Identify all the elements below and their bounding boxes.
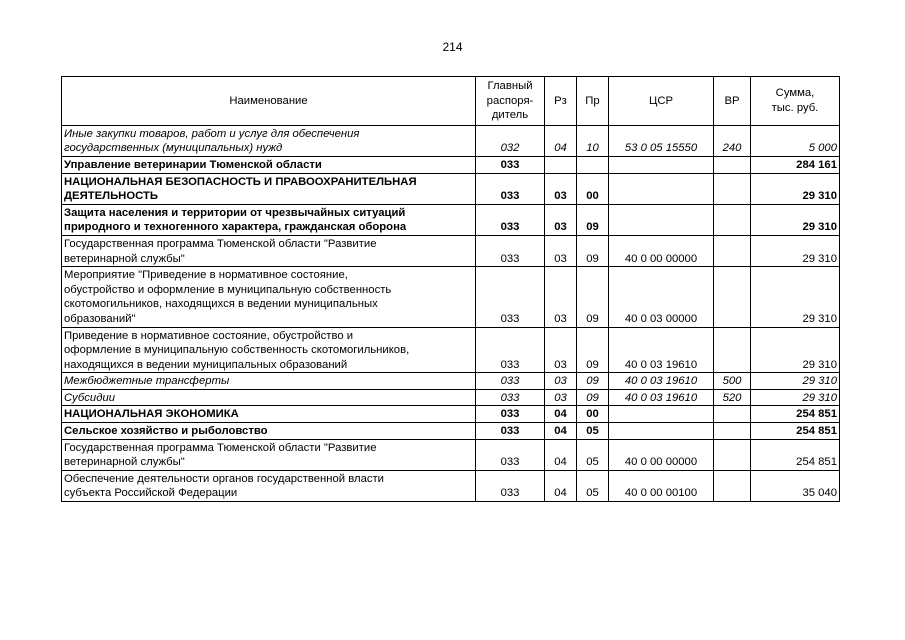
row-name-line: ветеринарной службы" — [64, 252, 185, 265]
row-name — [62, 204, 476, 235]
row-csr: 40 0 03 19610 — [609, 373, 714, 390]
row-name — [62, 327, 476, 373]
row-main-manager: 032 — [476, 125, 545, 156]
row-amount: 29 310 — [751, 373, 840, 390]
row-vr — [714, 423, 751, 440]
row-vr — [714, 156, 751, 173]
table-row — [62, 373, 840, 390]
row-vr: 520 — [714, 389, 751, 406]
table-row — [62, 327, 840, 373]
row-amount: 29 310 — [751, 173, 840, 204]
table-row — [62, 267, 840, 327]
row-name-line: обустройство и оформление в муниципальную собственность — [64, 283, 392, 296]
row-amount: 5 000 — [751, 125, 840, 156]
row-name — [62, 389, 476, 406]
row-name-line: Мероприятие "Приведение в нормативное состояние, — [64, 269, 348, 282]
row-amount: 254 851 — [751, 423, 840, 440]
row-name-line: Управление ветеринарии Тюменской области — [64, 158, 322, 171]
row-name-line: НАЦИОНАЛЬНАЯ ЭКОНОМИКА — [64, 408, 239, 421]
row-name-line: Приведение в нормативное состояние, обустройство и — [64, 329, 354, 342]
row-amount: 29 310 — [751, 327, 840, 373]
table-row — [62, 204, 840, 235]
row-amount: 29 310 — [751, 267, 840, 327]
page-number: 214 — [442, 40, 463, 54]
table-row — [62, 173, 840, 204]
row-main-manager: 033 — [476, 156, 545, 173]
row-main-manager: 033 — [476, 204, 545, 235]
header-sum-line2: тыс. руб. — [771, 101, 819, 114]
table-body — [62, 125, 840, 501]
row-amount: 35 040 — [751, 470, 840, 501]
header-manager-line3: дитель — [491, 109, 529, 122]
row-pr: 09 — [577, 204, 609, 235]
row-pr: 00 — [577, 406, 609, 423]
row-csr: 40 0 03 00000 — [609, 267, 714, 327]
budget-table — [61, 76, 840, 502]
row-name-line: Межбюджетные трансферты — [64, 375, 230, 388]
row-csr — [609, 406, 714, 423]
row-csr: 40 0 03 19610 — [609, 389, 714, 406]
row-vr: 500 — [714, 373, 751, 390]
row-name-line: Сельское хозяйство и рыболовство — [64, 425, 268, 438]
row-name-line: образований" — [64, 312, 136, 325]
row-name-line: Государственная программа Тюменской области "Развитие — [64, 237, 377, 250]
row-amount: 284 161 — [751, 156, 840, 173]
row-csr — [609, 204, 714, 235]
row-name — [62, 235, 476, 266]
row-rz: 04 — [545, 423, 577, 440]
row-name-line: субъекта Российской Федерации — [64, 487, 238, 500]
row-rz: 03 — [545, 373, 577, 390]
row-csr: 40 0 00 00000 — [609, 235, 714, 266]
row-csr — [609, 423, 714, 440]
row-csr: 40 0 00 00000 — [609, 439, 714, 470]
row-main-manager: 033 — [476, 389, 545, 406]
row-rz: 04 — [545, 406, 577, 423]
table-row — [62, 439, 840, 470]
row-rz: 04 — [545, 125, 577, 156]
header-rz: Рз — [545, 77, 577, 126]
row-amount: 254 851 — [751, 406, 840, 423]
row-pr: 05 — [577, 470, 609, 501]
row-amount: 29 310 — [751, 204, 840, 235]
header-manager-line1: Главный — [487, 80, 533, 92]
header-sum — [751, 77, 840, 126]
table-row — [62, 125, 840, 156]
row-pr — [577, 156, 609, 173]
header-name: Наименование — [62, 77, 476, 126]
row-main-manager: 033 — [476, 439, 545, 470]
row-rz: 03 — [545, 204, 577, 235]
table-row — [62, 235, 840, 266]
row-main-manager: 033 — [476, 267, 545, 327]
row-name-line: Защита населения и территории от чрезвычайных ситуаций — [64, 206, 406, 219]
row-rz: 03 — [545, 389, 577, 406]
row-name-line: скотомогильников, находящихся в ведении муниципальных — [64, 298, 378, 311]
row-pr: 00 — [577, 173, 609, 204]
row-vr — [714, 173, 751, 204]
row-name-line: Обеспечение деятельности органов государственной власти — [64, 472, 384, 485]
row-name-line: НАЦИОНАЛЬНАЯ БЕЗОПАСНОСТЬ И ПРАВООХРАНИТЕЛЬНАЯ — [64, 175, 417, 188]
row-rz: 03 — [545, 267, 577, 327]
row-vr: 240 — [714, 125, 751, 156]
row-rz: 03 — [545, 173, 577, 204]
row-pr: 09 — [577, 327, 609, 373]
row-main-manager: 033 — [476, 406, 545, 423]
row-rz: 04 — [545, 439, 577, 470]
row-name — [62, 125, 476, 156]
header-manager-line2: распоря- — [486, 94, 534, 107]
row-name — [62, 267, 476, 327]
row-name-line: природного и техногенного характера, гражданская оборона — [64, 221, 407, 234]
row-name — [62, 156, 476, 173]
row-name-line: оформление в муниципальную собственность скотомогильников, — [64, 344, 410, 357]
row-vr — [714, 470, 751, 501]
row-main-manager: 033 — [476, 327, 545, 373]
row-amount: 29 310 — [751, 235, 840, 266]
header-sum-line1: Сумма, — [775, 87, 815, 100]
row-name — [62, 406, 476, 423]
row-csr — [609, 156, 714, 173]
row-name — [62, 470, 476, 501]
row-rz: 03 — [545, 235, 577, 266]
row-amount: 29 310 — [751, 389, 840, 406]
row-main-manager: 033 — [476, 373, 545, 390]
table-row — [62, 389, 840, 406]
row-name-line: находящихся в ведении муниципальных образований — [64, 358, 348, 371]
row-name-line: Государственная программа Тюменской области "Развитие — [64, 441, 377, 454]
row-vr — [714, 267, 751, 327]
row-main-manager: 033 — [476, 173, 545, 204]
row-pr: 05 — [577, 439, 609, 470]
row-rz: 03 — [545, 327, 577, 373]
row-vr — [714, 235, 751, 266]
row-name-line: ДЕЯТЕЛЬНОСТЬ — [64, 190, 159, 203]
row-pr: 09 — [577, 373, 609, 390]
row-name — [62, 173, 476, 204]
header-main-manager — [476, 77, 545, 126]
row-name-line: Субсидии — [64, 391, 116, 404]
header-vr: ВР — [714, 77, 751, 126]
row-main-manager: 033 — [476, 423, 545, 440]
row-vr — [714, 204, 751, 235]
row-vr — [714, 327, 751, 373]
row-vr — [714, 406, 751, 423]
row-name — [62, 423, 476, 440]
table-header-row — [62, 77, 840, 126]
row-vr — [714, 439, 751, 470]
row-name-line: Иные закупки товаров, работ и услуг для обеспечения — [64, 127, 360, 140]
row-name — [62, 439, 476, 470]
row-csr: 53 0 05 15550 — [609, 125, 714, 156]
row-main-manager: 033 — [476, 470, 545, 501]
row-pr: 09 — [577, 267, 609, 327]
row-name-line: ветеринарной службы" — [64, 456, 185, 469]
row-name — [62, 373, 476, 390]
row-pr: 09 — [577, 235, 609, 266]
row-csr: 40 0 00 00100 — [609, 470, 714, 501]
row-csr: 40 0 03 19610 — [609, 327, 714, 373]
row-rz: 04 — [545, 470, 577, 501]
table-row — [62, 470, 840, 501]
table-row — [62, 406, 840, 423]
row-pr: 09 — [577, 389, 609, 406]
row-pr: 05 — [577, 423, 609, 440]
header-pr: Пр — [577, 77, 609, 126]
table-row — [62, 156, 840, 173]
row-amount: 254 851 — [751, 439, 840, 470]
row-csr — [609, 173, 714, 204]
row-main-manager: 033 — [476, 235, 545, 266]
header-csr: ЦСР — [609, 77, 714, 126]
row-name-line: государственных (муниципальных) нужд — [64, 142, 283, 155]
row-rz — [545, 156, 577, 173]
row-pr: 10 — [577, 125, 609, 156]
table-row — [62, 423, 840, 440]
